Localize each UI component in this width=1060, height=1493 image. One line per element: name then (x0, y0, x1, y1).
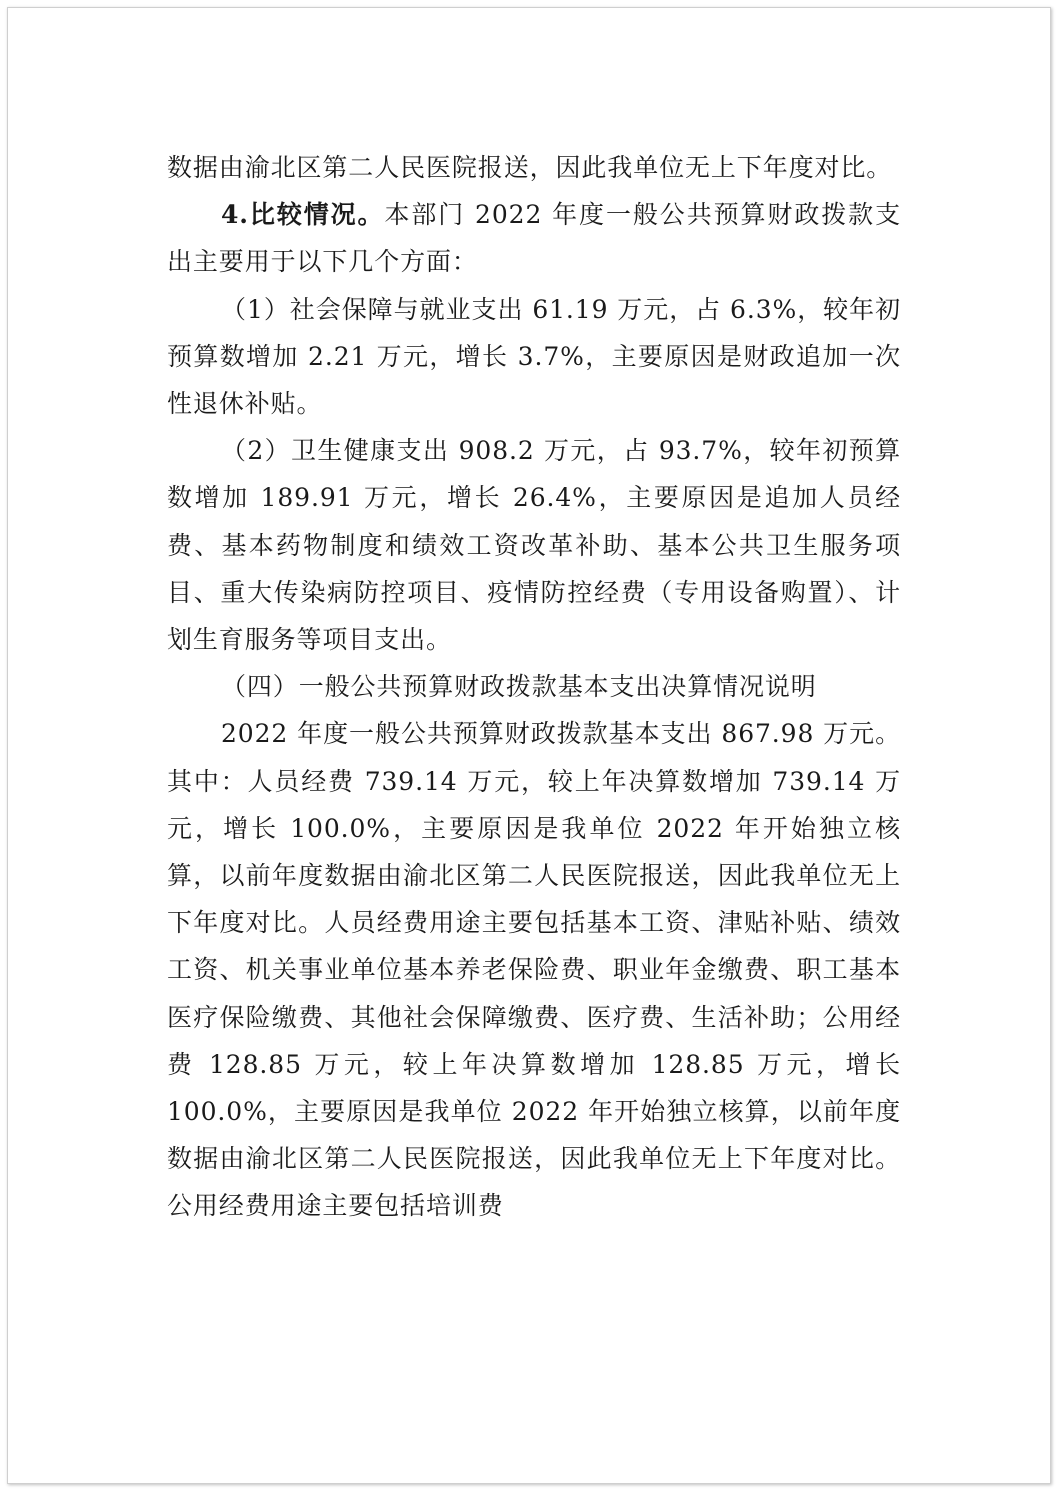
document-body (167, 144, 901, 1230)
paragraph-comparison-heading: 4.比较情况。 (221, 200, 385, 230)
section-heading-basic-expenditure: （四）一般公共预算财政拨款基本支出决算情况说明 (221, 672, 817, 702)
paragraph-comparison (167, 191, 901, 285)
paragraph-basic-expenditure: 2022 年度一般公共预算财政拨款基本支出 867.98 万元。其中：人员经费 739.14 万元，较上年决算数增加 739.14 万元，增长 100.0%，主要原因是我单位 2022 年开始独立核算，以前年度数据由渝北区第二人民医院报送，因此我单位无上下年度对比。人员经费用途主要包括基本工资、津贴补贴、绩效工资、机关事业单位基本养老保险费、职业年金缴费、职工基本医疗保险缴费、其他社会保障缴费、医疗费、生活补助；公用经费 128.85 万元，较上年决算数增加 128.85 万元，增长 100.0%，主要原因是我单位 2022 年开始独立核算，以前年度数据由渝北区第二人民医院报送，因此我单位无上下年度对比。公用经费用途主要包括培训费 (167, 719, 901, 1221)
document-page (7, 7, 1051, 1484)
paragraph-social-security: （1）社会保障与就业支出 61.19 万元，占 6.3%，较年初预算数增加 2.21 万元，增长 3.7%，主要原因是财政追加一次性退休补贴。 (167, 294, 901, 419)
paragraph-health: （2）卫生健康支出 908.2 万元，占 93.7%，较年初预算数增加 189.91 万元，增长 26.4%，主要原因是追加人员经费、基本药物制度和绩效工资改革补助、基本公共卫生服务项目、重大传染病防控项目、疫情防控经费（专用设备购置）、计划生育服务等项目支出。 (167, 436, 901, 655)
paragraph-comparison-text: 本部门 2022 年度一般公共预算财政拨款支出主要用于以下几个方面： (167, 200, 901, 277)
paragraph-continued: 数据由渝北区第二人民医院报送，因此我单位无上下年度对比。 (167, 153, 893, 182)
